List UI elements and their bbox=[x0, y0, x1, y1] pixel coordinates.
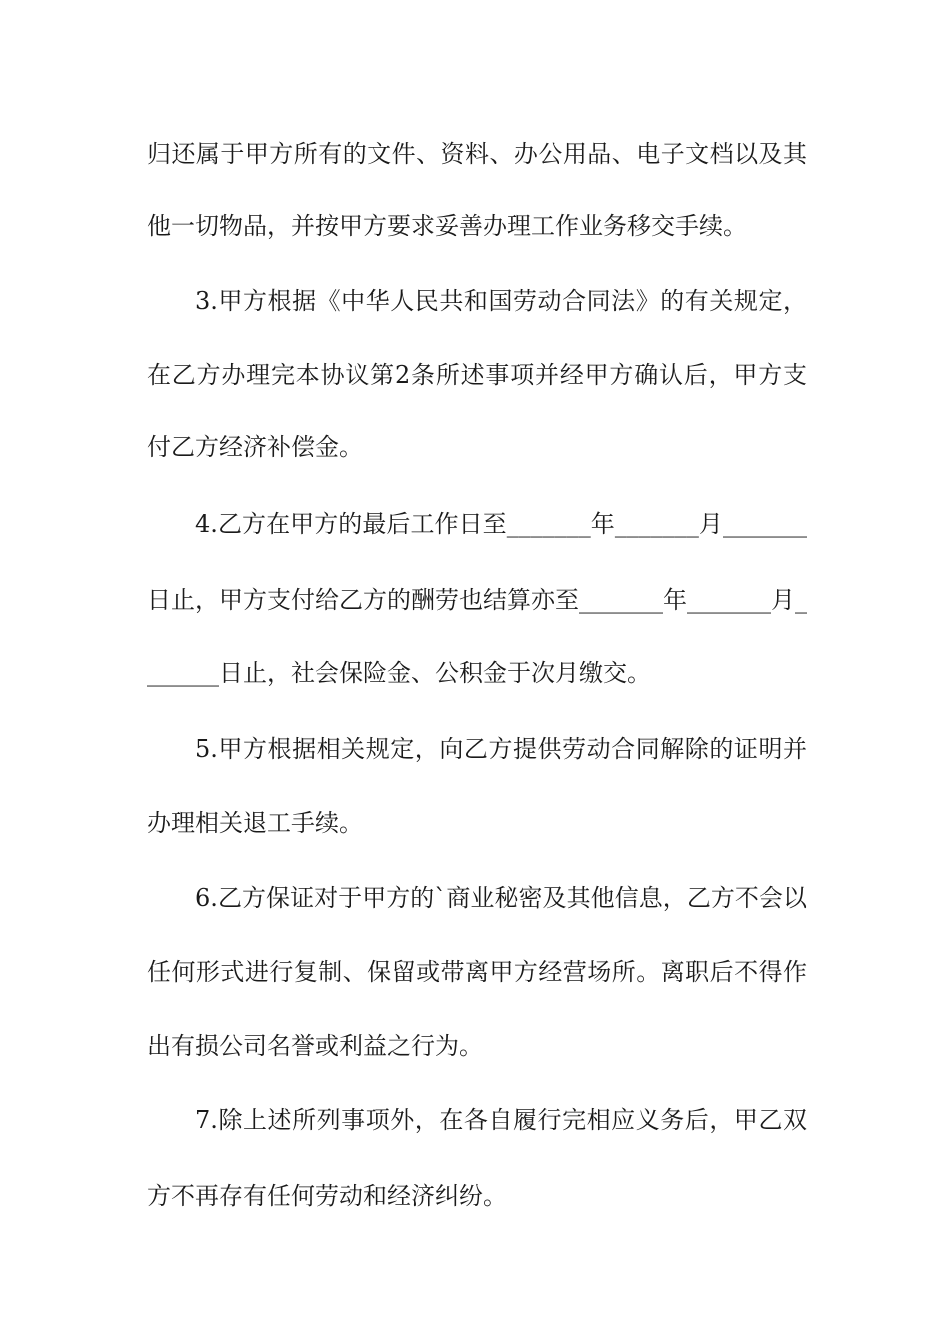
text-line: 归还属于甲方所有的文件、资料、办公用品、电子文档以及其 bbox=[147, 140, 807, 168]
text-line: 3.甲方根据《中华人民共和国劳动合同法》的有关规定， bbox=[195, 287, 807, 315]
text-line: 6.乙方保证对于甲方的`商业秘密及其他信息，乙方不会以 bbox=[195, 884, 807, 912]
text-line: 任何形式进行复制、保留或带离甲方经营场所。离职后不得作 bbox=[147, 958, 807, 986]
text-line: 7.除上述所列事项外，在各自履行完相应义务后，甲乙双 bbox=[195, 1106, 807, 1134]
text-line: ______日止，社会保险金、公积金于次月缴交。 bbox=[147, 659, 651, 687]
text-line: 办理相关退工手续。 bbox=[147, 809, 363, 837]
text-line: 在乙方办理完本协议第2条所述事项并经甲方确认后，甲方支 bbox=[147, 361, 807, 389]
text-line: 付乙方经济补偿金。 bbox=[147, 433, 363, 461]
text-line: 方不再存有任何劳动和经济纠纷。 bbox=[147, 1182, 507, 1210]
text-line: 出有损公司名誉或利益之行为。 bbox=[147, 1032, 483, 1060]
text-line: 他一切物品，并按甲方要求妥善办理工作业务移交手续。 bbox=[147, 212, 747, 240]
text-line: 日止，甲方支付给乙方的酬劳也结算亦至_______年_______月_ bbox=[147, 586, 807, 614]
text-line: 4.乙方在甲方的最后工作日至_______年_______月_______ bbox=[195, 510, 807, 538]
text-line: 5.甲方根据相关规定，向乙方提供劳动合同解除的证明并 bbox=[195, 735, 807, 763]
